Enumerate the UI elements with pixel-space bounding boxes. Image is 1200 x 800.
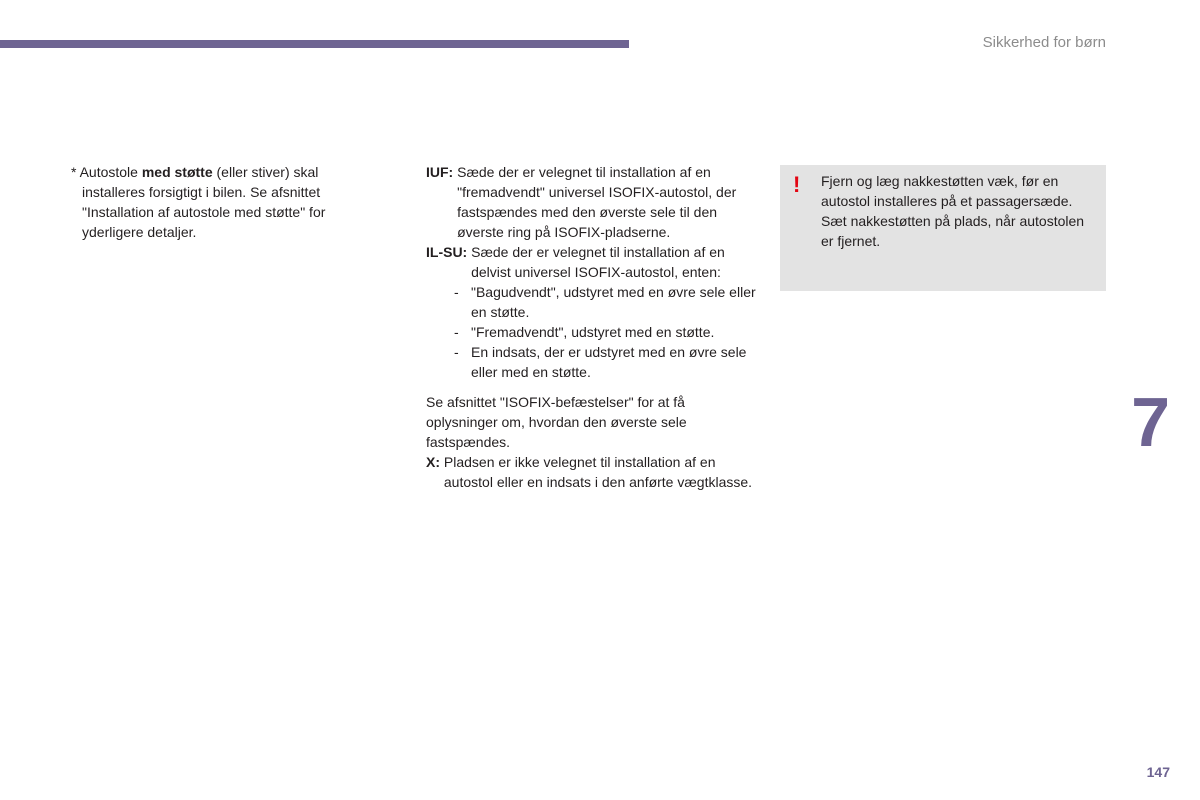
list-item: - En indsats, der er udstyret med en øvre sele eller med en støtte. <box>454 344 747 380</box>
section-title: Sikkerhed for børn <box>982 34 1106 51</box>
definition-term: IUF: <box>426 164 454 180</box>
exclamation-icon: ! <box>793 172 801 197</box>
definition-iuf <box>426 162 756 242</box>
support-note: * Autostole med støtte (eller stiver) skal installeres forsigtigt i bilen. Se afsnittet "Installation af autostole med støtte" for yderligere detaljer. <box>71 164 326 240</box>
page-number: 147 <box>1146 764 1170 780</box>
header-accent-bar <box>0 40 629 48</box>
isofix-reference: Se afsnittet "ISOFIX-befæstelser" for at få oplysninger om, hvordan den øverste sele fastspændes. <box>426 394 687 450</box>
list-item: - "Bagudvendt", udstyret med en øvre sele eller en støtte. <box>454 284 756 320</box>
definition-desc: Sæde der er velegnet til installation af en "fremadvendt" universel ISOFIX-autostol, der fastspændes med den øverste sele til den øverste ring på ISOFIX-pladserne. <box>457 164 737 240</box>
definition-term: X: <box>426 454 440 470</box>
definition-il-su <box>426 242 756 282</box>
list-item: - "Fremadvendt", udstyret med en støtte. <box>454 324 715 340</box>
definition-desc: Sæde der er velegnet til installation af en delvist universel ISOFIX-autostol, enten: <box>471 244 725 280</box>
definition-term: IL-SU: <box>426 244 468 260</box>
chapter-number: 7 <box>1131 383 1170 461</box>
il-su-options-list <box>426 282 756 382</box>
definition-x <box>426 452 756 492</box>
left-column <box>71 162 371 242</box>
warning-text: Fjern og læg nakkestøtten væk, før en autostol installeres på et passagersæde. Sæt nakkestøtten på plads, når autostolen er fjernet. <box>821 173 1085 249</box>
middle-column <box>426 162 756 492</box>
definition-desc: Pladsen er ikke velegnet til installation af en autostol eller en indsats i den anførte vægtklasse. <box>443 454 753 490</box>
support-note-emphasis: med støtte <box>141 164 213 180</box>
